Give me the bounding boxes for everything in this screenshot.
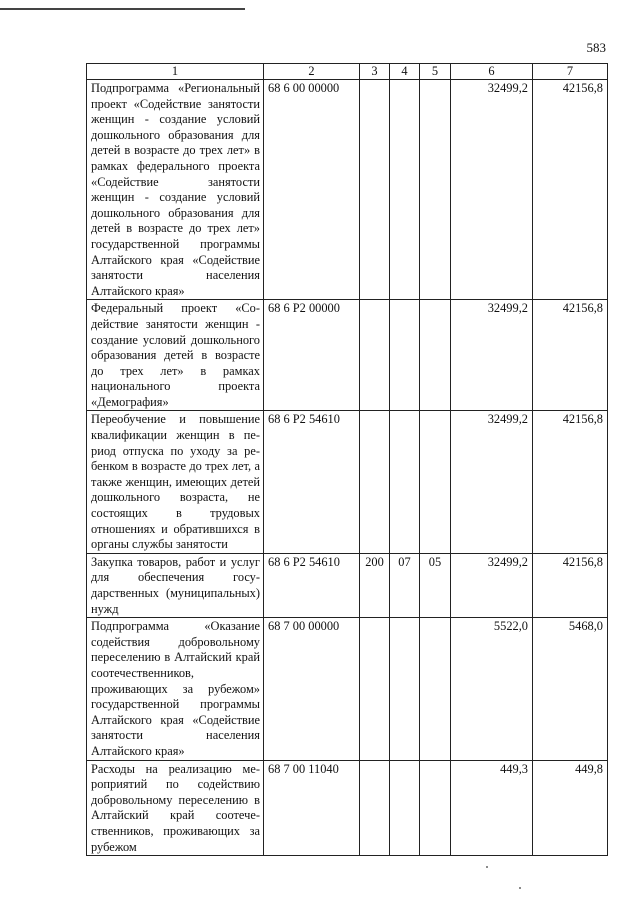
table-row <box>87 760 608 856</box>
row-c5 <box>420 80 451 300</box>
row-name: Подпрограмма «Оказание содействия добровольному переселению в Алтайский край соотечественников, проживающих за рубежом» государственной программы Алтайского края «Содействие занятости населения Алтайского края» <box>87 618 264 760</box>
row-code: 68 6 P2 00000 <box>264 300 360 411</box>
row-name: Закупка товаров, работ и услуг для обеспечения государственных (муниципальных) нужд <box>87 553 264 617</box>
row-value-7: 449,8 <box>533 760 608 856</box>
row-name: Расходы на реализацию мероприятий по содействию добровольному переселению в Алтайский край соотечественников, проживающих за рубежом <box>87 760 264 856</box>
row-value-7: 42156,8 <box>533 80 608 300</box>
row-value-7: 42156,8 <box>533 411 608 553</box>
scan-speck <box>486 866 488 868</box>
row-c3: 200 <box>360 553 390 617</box>
row-name: Подпрограмма «Региональный проект «Содействие занятости женщин - создание условий дошкольного образования для детей в возрасте до трех лет» в рамках федерального проекта «Содействие занятости женщин - создание условий дошкольного образования для детей в возрасте до трех лет» государственной программы Алтайского края «Содействие занятости населения Алтайского края» <box>87 80 264 300</box>
row-c5 <box>420 760 451 856</box>
row-value-7: 42156,8 <box>533 553 608 617</box>
row-value-6: 32499,2 <box>451 553 533 617</box>
row-c4: 07 <box>390 553 420 617</box>
row-c4 <box>390 618 420 760</box>
row-name: Федеральный проект «Содействие занятости женщин - создание условий дошкольного образования детей в возрасте до трех лет» в рамках национального проекта «Демография» <box>87 300 264 411</box>
row-value-6: 32499,2 <box>451 80 533 300</box>
header-col-3: 3 <box>360 64 390 80</box>
row-value-6: 449,3 <box>451 760 533 856</box>
header-col-2: 2 <box>264 64 360 80</box>
row-value-7: 42156,8 <box>533 300 608 411</box>
row-value-6: 32499,2 <box>451 300 533 411</box>
page-number: 583 <box>586 40 606 55</box>
row-c3 <box>360 618 390 760</box>
header-row <box>87 64 608 80</box>
header-col-6: 6 <box>451 64 533 80</box>
row-code: 68 6 P2 54610 <box>264 553 360 617</box>
header-col-4: 4 <box>390 64 420 80</box>
header-col-5: 5 <box>420 64 451 80</box>
row-name: Переобучение и повышение квалификации женщин в период отпуска по уходу за ребенком в возрасте до трех лет, а также женщин, имеющих детей дошкольного возраста, не состоящих в трудовых отношениях и обратившихся в органы службы занятости <box>87 411 264 553</box>
row-code: 68 7 00 00000 <box>264 618 360 760</box>
row-code: 68 6 00 00000 <box>264 80 360 300</box>
table-row <box>87 553 608 617</box>
row-c5 <box>420 300 451 411</box>
row-value-7: 5468,0 <box>533 618 608 760</box>
row-c4 <box>390 760 420 856</box>
budget-table <box>86 63 608 856</box>
row-c4 <box>390 411 420 553</box>
row-c4 <box>390 80 420 300</box>
header-col-1: 1 <box>87 64 264 80</box>
table-row <box>87 80 608 300</box>
table-row <box>87 300 608 411</box>
row-c5: 05 <box>420 553 451 617</box>
row-c3 <box>360 80 390 300</box>
header-col-7: 7 <box>533 64 608 80</box>
row-c3 <box>360 760 390 856</box>
scan-edge-line <box>0 8 245 10</box>
row-c5 <box>420 411 451 553</box>
row-c4 <box>390 300 420 411</box>
table-row <box>87 411 608 553</box>
row-code: 68 6 P2 54610 <box>264 411 360 553</box>
row-code: 68 7 00 11040 <box>264 760 360 856</box>
row-value-6: 5522,0 <box>451 618 533 760</box>
scan-speck <box>519 887 521 889</box>
table-row <box>87 618 608 760</box>
row-c3 <box>360 300 390 411</box>
row-c3 <box>360 411 390 553</box>
row-c5 <box>420 618 451 760</box>
row-value-6: 32499,2 <box>451 411 533 553</box>
